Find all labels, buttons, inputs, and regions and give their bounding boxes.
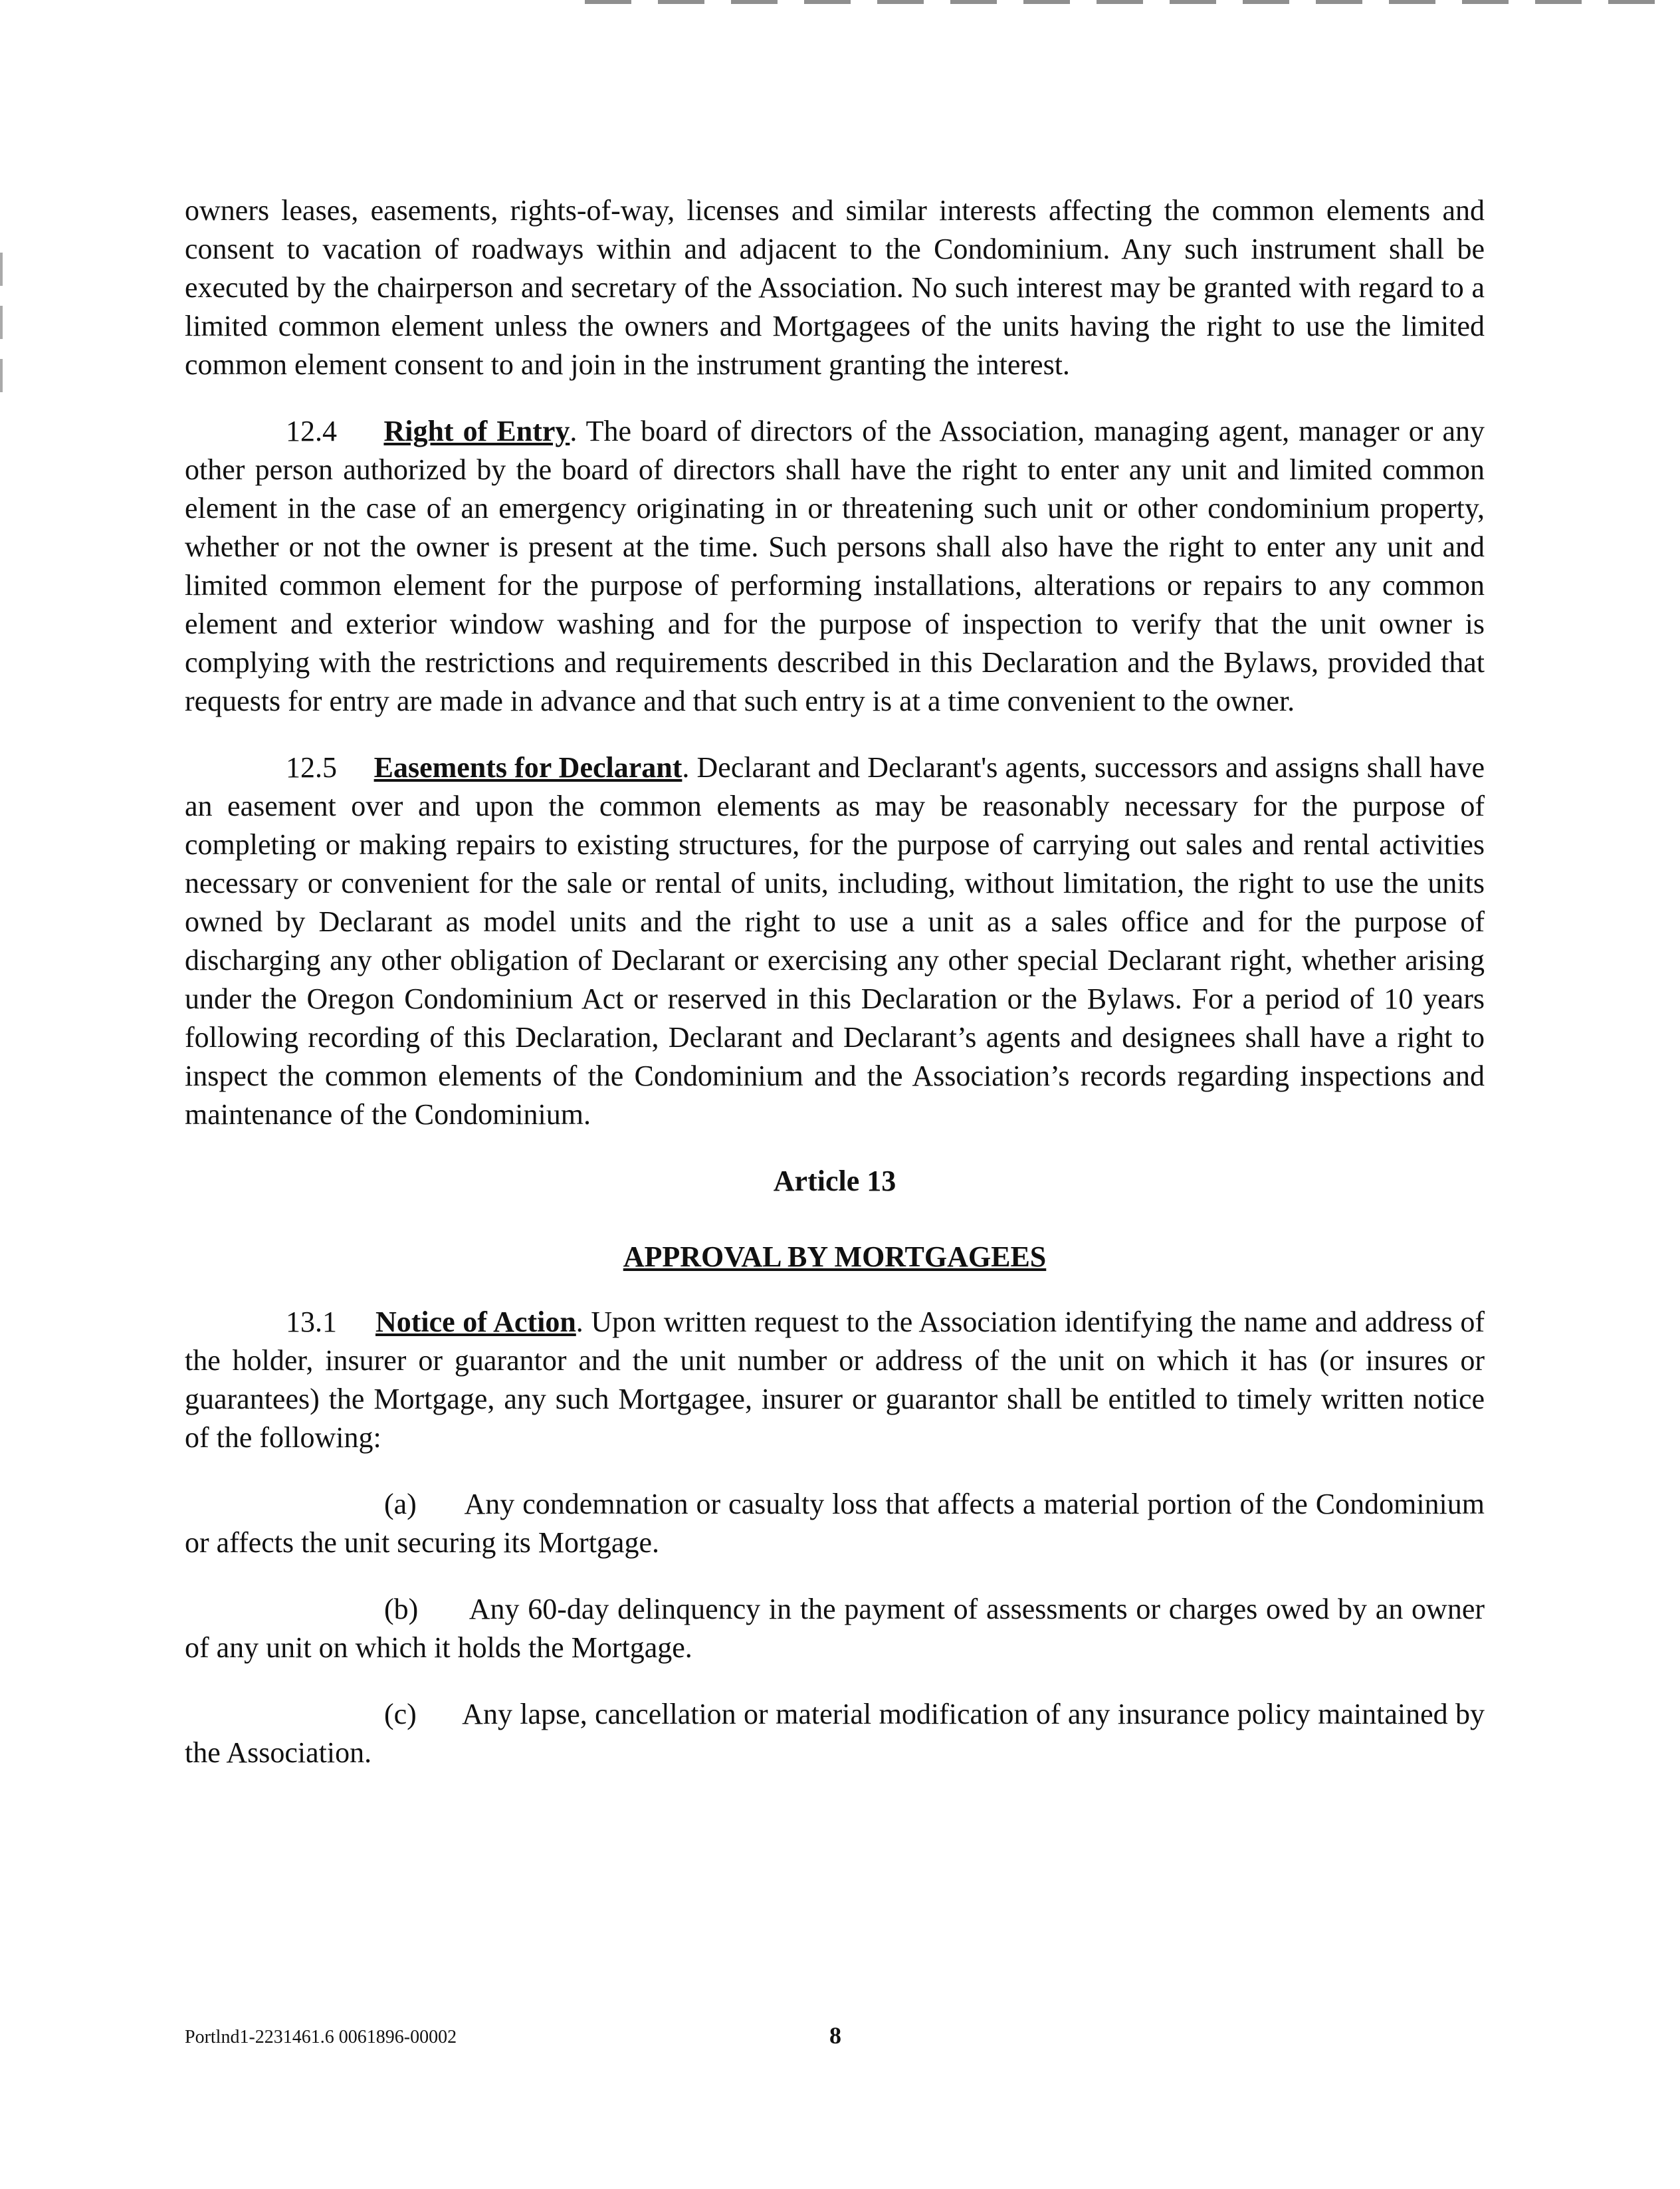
footer-document-id: Portlnd1-2231461.6 0061896-00002 — [185, 2027, 457, 2047]
list-item-label: (a) — [384, 1488, 417, 1520]
article-heading: APPROVAL BY MORTGAGEES — [623, 1240, 1047, 1273]
section-number: 12.5 — [286, 751, 337, 784]
section-13-1 — [185, 1303, 1485, 1457]
section-title: Easements for Declarant — [373, 751, 682, 784]
section-title: Right of Entry — [383, 415, 570, 447]
scan-top-edge — [585, 0, 1680, 4]
section-body: . The board of directors of the Association, managing agent, manager or any other person authorized by the board of directors shall have the right to enter any unit and limited common element in the case of an emergency originating in or threatening such unit or other condominium property, whether or not the owner is present at the time. Such persons shall also have the right to enter any unit and limited common element for the purpose of performing installations, alterations or repairs to any common element and exterior window washing and for the purpose of inspection to verify that the unit owner is complying with the restrictions and requirements described in this Declaration and the Bylaws, provided that requests for entry are made in advance and that such entry is at a time convenient to the owner. — [185, 415, 1485, 717]
section-12-4 — [185, 412, 1485, 721]
section-body: . Upon written request to the Association identifying the name and address of the holder, insurer or guarantor and the unit number or address of the unit on which it has (or insures or guarantees) the Mortgage, any such Mortgagee, insurer or guarantor shall be entitled to timely written notice of the following: — [185, 1306, 1485, 1454]
list-item-a — [185, 1485, 1485, 1562]
section-number: 13.1 — [286, 1306, 337, 1338]
section-number: 12.4 — [286, 415, 337, 447]
article-title: Article 13 — [773, 1165, 896, 1197]
section-title: Notice of Action — [375, 1306, 576, 1338]
list-item-text: Any lapse, cancellation or material modification of any insurance policy maintained by the Association. — [185, 1698, 1485, 1769]
list-item-b — [185, 1590, 1485, 1667]
continued-paragraph: owners leases, easements, rights-of-way, licenses and similar interests affecting the common elements and consent to vacation of roadways within and adjacent to the Condominium. Any such instrument shall be executed by the chairperson and secretary of the Association. No such interest may be granted with regard to a limited common element unless the owners and Mortgagees of the units having the right to use the limited common element consent to and join in the instrument granting the interest. — [185, 194, 1485, 381]
section-12-5 — [185, 749, 1485, 1134]
list-item-text: Any condemnation or casualty loss that affects a material portion of the Condominium or affects the unit securing its Mortgage. — [185, 1488, 1485, 1559]
scan-left-edge — [0, 253, 3, 392]
page-number: 8 — [829, 2022, 841, 2049]
list-item-text: Any 60-day delinquency in the payment of assessments or charges owed by an owner of any unit on which it holds the Mortgage. — [185, 1593, 1485, 1664]
list-item-label: (b) — [384, 1593, 419, 1625]
list-item-c — [185, 1695, 1485, 1772]
section-body: . Declarant and Declarant's agents, successors and assigns shall have an easement over and upon the common elements as may be reasonably necessary for the purpose of completing or making repairs to existing structures, for the purpose of carrying out sales and rental activities necessary or convenient for the sale or rental of units, including, without limitation, the right to use the units owned by Declarant as model units and the right to use a unit as a sales office and for the purpose of discharging any other obligation of Declarant or exercising any other special Declarant right, whether arising under the Oregon Condominium Act or reserved in this Declaration or the Bylaws. For a period of 10 years following recording of this Declaration, Declarant and Declarant’s agents and designees shall have a right to inspect the common elements of the Condominium and the Association’s records regarding inspections and maintenance of the Condominium. — [185, 751, 1485, 1131]
document-page — [185, 191, 1485, 1800]
list-item-label: (c) — [384, 1698, 417, 1730]
